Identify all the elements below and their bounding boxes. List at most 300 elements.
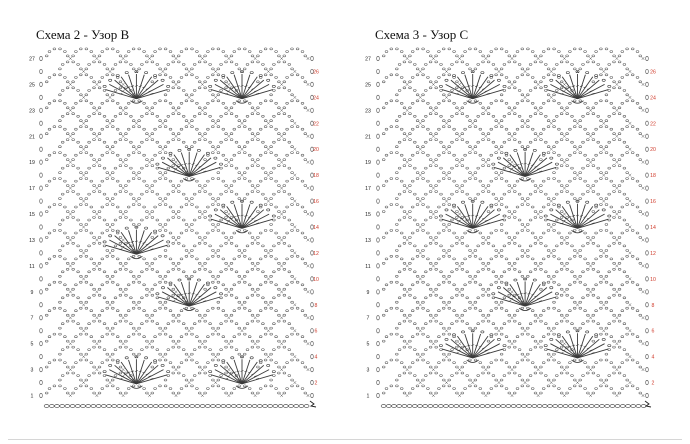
chain-arch-stitch [639, 366, 642, 368]
chain-arch-stitch [225, 262, 228, 264]
chain-arch-stitch [495, 301, 498, 303]
chain-arch-stitch [93, 268, 96, 270]
chain-arch-stitch [505, 102, 508, 104]
single-crochet-mark [550, 96, 553, 99]
chain-arch-stitch [618, 159, 621, 161]
chain-arch-stitch [448, 281, 451, 283]
chain-arch-stitch [398, 375, 401, 377]
chain-arch-stitch [453, 362, 456, 364]
row-number-right: 18 [313, 173, 319, 180]
single-crochet-mark [602, 329, 605, 332]
chain-arch-stitch [600, 385, 603, 387]
fan-picot [608, 345, 611, 347]
chain-arch-stitch [427, 180, 430, 182]
chain-arch-stitch [125, 314, 128, 316]
chain-arch-stitch [542, 51, 545, 53]
chain-arch-stitch [482, 268, 485, 270]
chain-stitch [174, 405, 179, 408]
chain-arch-stitch [455, 346, 458, 348]
chain-arch-stitch [508, 288, 511, 290]
fan-picot [566, 331, 569, 333]
chain-arch-stitch [600, 48, 603, 50]
chain-arch-stitch [527, 126, 530, 128]
chain-arch-stitch [623, 245, 626, 247]
chain-arch-stitch [111, 327, 114, 329]
chain-arch-stitch [534, 392, 537, 394]
chain-arch-stitch [442, 359, 445, 361]
chain-arch-stitch [119, 340, 122, 342]
single-crochet-mark [537, 316, 540, 319]
chain-arch-stitch [77, 219, 80, 221]
chain-arch-stitch [185, 223, 188, 225]
chain-arch-stitch [93, 320, 96, 322]
chain-arch-stitch [579, 100, 582, 102]
chain-arch-stitch [540, 236, 543, 238]
chain-arch-stitch [72, 392, 75, 394]
chain-arch-stitch [482, 61, 485, 63]
chain-arch-stitch [621, 102, 624, 104]
chain-arch-stitch [251, 242, 254, 244]
chain-arch-stitch [482, 165, 485, 167]
chain-arch-stitch [273, 323, 276, 325]
chain-arch-stitch [235, 297, 238, 299]
chain-arch-stitch [138, 223, 141, 225]
single-crochet-mark [82, 226, 85, 229]
chain-arch-stitch [233, 388, 236, 390]
chain-arch-stitch [177, 81, 180, 83]
chain-arch-stitch [527, 307, 530, 309]
chain-arch-stitch [257, 294, 260, 296]
chain-arch-stitch [180, 310, 183, 312]
single-crochet-mark [419, 277, 422, 280]
fan-picot [267, 79, 270, 81]
chain-arch-stitch [64, 102, 67, 104]
chain-arch-stitch [119, 191, 122, 193]
chain-arch-stitch [64, 154, 67, 156]
chain-arch-stitch [288, 375, 291, 377]
chain-arch-stitch [85, 353, 88, 355]
chain-arch-stitch [79, 307, 82, 309]
chain-arch-stitch [125, 55, 128, 57]
chain-arch-stitch [579, 172, 582, 174]
chain-arch-stitch [66, 185, 69, 187]
single-crochet-mark [484, 109, 487, 112]
chain-arch-stitch [626, 204, 629, 206]
chain-arch-stitch [566, 191, 569, 193]
fan-motif [439, 200, 506, 233]
chain-arch-stitch [521, 333, 524, 335]
chain-arch-stitch [79, 333, 82, 335]
chain-stitch [242, 405, 247, 408]
chain-arch-stitch [409, 87, 412, 89]
chain-arch-stitch [382, 288, 385, 290]
chain-arch-stitch [66, 366, 69, 368]
chain-arch-stitch [45, 340, 48, 342]
chain-arch-stitch [560, 236, 563, 238]
single-crochet-mark [122, 213, 125, 216]
chain-arch-stitch [487, 139, 490, 141]
chain-arch-stitch [527, 359, 530, 361]
edge-chain [40, 95, 43, 99]
chain-arch-stitch [385, 154, 388, 156]
chain-arch-stitch [204, 346, 207, 348]
single-crochet-mark [214, 277, 217, 280]
chain-arch-stitch [584, 128, 587, 130]
chain-stitch [211, 405, 216, 408]
chain-arch-stitch [169, 51, 172, 53]
single-crochet-mark [307, 342, 310, 345]
chain-arch-stitch [442, 74, 445, 76]
chain-arch-stitch [385, 310, 388, 312]
chain-arch-stitch [482, 294, 485, 296]
chain-arch-stitch [442, 172, 445, 174]
chain-arch-stitch [164, 229, 167, 231]
single-crochet-mark [267, 303, 270, 306]
chain-arch-stitch [80, 301, 83, 303]
chain-arch-stitch [424, 323, 427, 325]
chain-arch-stitch [217, 275, 220, 277]
chain-arch-stitch [390, 385, 393, 387]
chain-arch-stitch [560, 159, 563, 161]
single-crochet-mark [629, 329, 632, 332]
single-crochet-mark [161, 329, 164, 332]
single-crochet-mark [280, 264, 283, 267]
chain-arch-stitch [409, 133, 412, 135]
chain-arch-stitch [286, 154, 289, 156]
chain-arch-stitch [264, 100, 267, 102]
chain-arch-stitch [101, 128, 104, 130]
chain-arch-stitch [503, 375, 506, 377]
chain-arch-stitch [127, 128, 130, 130]
chain-arch-stitch [248, 51, 251, 53]
chain-arch-stitch [204, 340, 207, 342]
chain-arch-stitch [547, 249, 550, 251]
chain-arch-stitch [106, 94, 109, 96]
chain-arch-stitch [233, 284, 236, 286]
chain-arch-stitch [248, 154, 251, 156]
chain-arch-stitch [429, 366, 432, 368]
chain-arch-stitch [623, 167, 626, 169]
chain-arch-stitch [196, 362, 199, 364]
chain-arch-stitch [304, 211, 307, 213]
chain-stitch [283, 405, 288, 408]
chain-arch-stitch [521, 204, 524, 206]
chain-arch-stitch [151, 288, 154, 290]
chain-arch-stitch [238, 353, 241, 355]
chain-arch-stitch [204, 366, 207, 368]
chain-arch-stitch [246, 193, 249, 195]
chain-arch-stitch [513, 216, 516, 218]
single-crochet-mark [602, 122, 605, 125]
chain-arch-stitch [613, 242, 616, 244]
chain-arch-stitch [529, 89, 532, 91]
chain-arch-stitch [111, 172, 114, 174]
chain-arch-stitch [427, 154, 430, 156]
chain-arch-stitch [618, 133, 621, 135]
chain-arch-stitch [209, 349, 212, 351]
chain-arch-stitch [130, 349, 133, 351]
chain-arch-stitch [474, 172, 477, 174]
single-crochet-mark [524, 200, 527, 203]
edge-chain [646, 56, 649, 60]
chain-arch-stitch [72, 294, 75, 296]
chain-arch-stitch [193, 375, 196, 377]
chain-arch-stitch [490, 362, 493, 364]
chain-arch-stitch [264, 198, 267, 200]
chain-arch-stitch [613, 216, 616, 218]
fan-motif [156, 148, 223, 181]
chain-arch-stitch [438, 258, 441, 260]
single-crochet-mark [82, 355, 85, 358]
chain-arch-stitch [59, 100, 62, 102]
chain-arch-stitch [461, 139, 464, 141]
chain-arch-stitch [521, 359, 524, 361]
chain-arch-stitch [225, 139, 228, 141]
chain-arch-stitch [291, 100, 294, 102]
chain-arch-stitch [159, 359, 162, 361]
chain-arch-stitch [164, 74, 167, 76]
single-crochet-mark [148, 264, 151, 267]
chain-arch-stitch [461, 366, 464, 368]
chain-arch-stitch [487, 340, 490, 342]
chain-arch-stitch [193, 63, 196, 65]
chain-arch-stitch [613, 366, 616, 368]
chain-arch-stitch [277, 113, 280, 115]
chain-arch-stitch [427, 51, 430, 53]
chain-arch-stitch [442, 275, 445, 277]
chain-arch-stitch [217, 255, 220, 257]
chain-arch-stitch [626, 198, 629, 200]
chain-arch-stitch [413, 297, 416, 299]
chain-arch-stitch [177, 113, 180, 115]
chain-arch-stitch [592, 55, 595, 57]
single-crochet-mark [69, 109, 72, 112]
chain-arch-stitch [273, 271, 276, 273]
chain-arch-stitch [385, 128, 388, 130]
chain-arch-stitch [196, 51, 199, 53]
chain-arch-stitch [230, 61, 233, 63]
chain-arch-stitch [440, 63, 443, 65]
chain-arch-stitch [569, 128, 572, 130]
chain-arch-stitch [409, 191, 412, 193]
chain-arch-stitch [132, 152, 135, 154]
chain-arch-stitch [540, 372, 543, 374]
chain-arch-stitch [238, 307, 241, 309]
chain-arch-stitch [275, 51, 278, 53]
single-crochet-mark [135, 200, 138, 203]
chain-arch-stitch [159, 353, 162, 355]
chain-arch-stitch [167, 63, 170, 65]
single-crochet-mark [95, 187, 98, 190]
chain-arch-stitch [172, 216, 175, 218]
chain-arch-stitch [101, 258, 104, 260]
chain-arch-stitch [59, 281, 62, 283]
chain-arch-stitch [427, 102, 430, 104]
chain-arch-stitch [238, 172, 241, 174]
chain-arch-stitch [529, 63, 532, 65]
chain-arch-stitch [111, 281, 114, 283]
edge-chain [40, 277, 43, 281]
fan-motif [103, 226, 170, 259]
chain-arch-stitch [409, 268, 412, 270]
chain-arch-stitch [639, 211, 642, 213]
chain-arch-stitch [435, 107, 438, 109]
chain-arch-stitch [592, 366, 595, 368]
chain-stitch [407, 405, 412, 408]
single-crochet-mark [175, 187, 178, 190]
chain-arch-stitch [495, 204, 498, 206]
chain-arch-stitch [193, 245, 196, 247]
chain-arch-stitch [185, 146, 188, 148]
chain-arch-stitch [455, 139, 458, 141]
chain-arch-stitch [553, 120, 556, 122]
chain-arch-stitch [146, 392, 149, 394]
chain-arch-stitch [143, 102, 146, 104]
chain-arch-stitch [45, 288, 48, 290]
chain-arch-stitch [500, 333, 503, 335]
chain-arch-stitch [138, 204, 141, 206]
row-number-right: 12 [650, 250, 656, 257]
chain-arch-stitch [544, 323, 547, 325]
chain-arch-stitch [270, 126, 273, 128]
chain-arch-stitch [618, 392, 621, 394]
chain-arch-stitch [61, 349, 64, 351]
chain-arch-stitch [479, 284, 482, 286]
chain-arch-stitch [448, 146, 451, 148]
chain-arch-stitch [385, 102, 388, 104]
chain-arch-stitch [59, 68, 62, 70]
single-crochet-mark [175, 316, 178, 319]
single-crochet-mark [484, 316, 487, 319]
chain-arch-stitch [409, 107, 412, 109]
chain-arch-stitch [211, 255, 214, 257]
chain-arch-stitch [442, 229, 445, 231]
chain-arch-stitch [623, 297, 626, 299]
chain-arch-stitch [469, 172, 472, 174]
single-crochet-mark [511, 135, 514, 138]
chain-arch-stitch [88, 141, 91, 143]
chain-arch-stitch [631, 281, 634, 283]
chain-arch-stitch [301, 180, 304, 182]
fan-picot [167, 85, 170, 87]
chain-arch-stitch [534, 268, 537, 270]
chain-arch-stitch [500, 359, 503, 361]
chain-arch-stitch [610, 51, 613, 53]
chain-arch-stitch [164, 327, 167, 329]
single-crochet-mark [214, 200, 217, 203]
chain-arch-stitch [143, 336, 146, 338]
chain-arch-stitch [424, 271, 427, 273]
chain-arch-stitch [544, 245, 547, 247]
chain-arch-stitch [490, 310, 493, 312]
single-crochet-mark [201, 316, 204, 319]
chain-arch-stitch [259, 258, 262, 260]
chain-arch-stitch [482, 236, 485, 238]
chain-arch-stitch [177, 61, 180, 63]
chain-arch-stitch [138, 48, 141, 50]
chain-arch-stitch [198, 340, 201, 342]
single-crochet-mark [69, 57, 72, 60]
chain-arch-stitch [540, 107, 543, 109]
single-crochet-mark [629, 174, 632, 177]
chain-arch-stitch [409, 81, 412, 83]
chain-stitch [190, 405, 195, 408]
chain-arch-stitch [495, 281, 498, 283]
chain-arch-stitch [495, 229, 498, 231]
single-crochet-mark [550, 148, 553, 151]
chain-arch-stitch [75, 232, 78, 234]
chain-stitch [65, 405, 70, 408]
chain-arch-stitch [61, 89, 64, 91]
chain-arch-stitch [119, 55, 122, 57]
chain-arch-stitch [518, 141, 521, 143]
chain-arch-stitch [243, 301, 246, 303]
chain-arch-stitch [505, 310, 508, 312]
chain-arch-stitch [560, 372, 563, 374]
chain-arch-stitch [482, 242, 485, 244]
chain-arch-stitch [456, 366, 459, 368]
chain-arch-stitch [283, 185, 286, 187]
chain-arch-stitch [438, 388, 441, 390]
chain-arch-stitch [582, 271, 585, 273]
chain-arch-stitch [143, 51, 146, 53]
fan-picot [544, 345, 547, 347]
chain-arch-stitch [518, 271, 521, 273]
chain-arch-stitch [516, 258, 519, 260]
chain-arch-stitch [61, 167, 64, 169]
chain-stitch [148, 405, 153, 408]
chain-arch-stitch [534, 346, 537, 348]
chain-arch-stitch [257, 55, 260, 57]
chain-arch-stitch [130, 141, 133, 143]
chain-arch-stitch [211, 204, 214, 206]
chain-arch-stitch [132, 333, 135, 335]
row-number-right: 2 [314, 380, 318, 387]
chain-stitch [475, 405, 480, 408]
fan-picot [267, 209, 270, 211]
single-crochet-mark [161, 277, 164, 280]
chain-arch-stitch [85, 126, 88, 128]
single-crochet-mark [227, 342, 230, 345]
chain-arch-stitch [440, 297, 443, 299]
chain-stitch [600, 405, 605, 408]
chain-arch-stitch [180, 232, 183, 234]
chain-arch-stitch [264, 204, 267, 206]
chain-arch-stitch [164, 379, 167, 381]
chain-arch-stitch [198, 268, 201, 270]
chain-arch-stitch [172, 372, 175, 374]
chain-arch-stitch [304, 392, 307, 394]
single-crochet-mark [307, 57, 310, 60]
chain-arch-stitch [455, 113, 458, 115]
chain-arch-stitch [225, 392, 228, 394]
chain-arch-stitch [547, 281, 550, 283]
single-crochet-mark [458, 342, 461, 345]
chain-arch-stitch [264, 126, 267, 128]
chain-arch-stitch [191, 327, 194, 329]
chain-arch-stitch [456, 211, 459, 213]
fan-picot [214, 79, 217, 81]
chain-arch-stitch [98, 81, 101, 83]
chain-arch-stitch [154, 180, 157, 182]
chain-arch-stitch [80, 146, 83, 148]
chain-arch-stitch [626, 229, 629, 231]
single-crochet-mark [498, 148, 501, 151]
single-crochet-mark [458, 109, 461, 112]
chain-arch-stitch [283, 55, 286, 57]
single-crochet-mark [201, 239, 204, 242]
chain-arch-stitch [246, 323, 249, 325]
